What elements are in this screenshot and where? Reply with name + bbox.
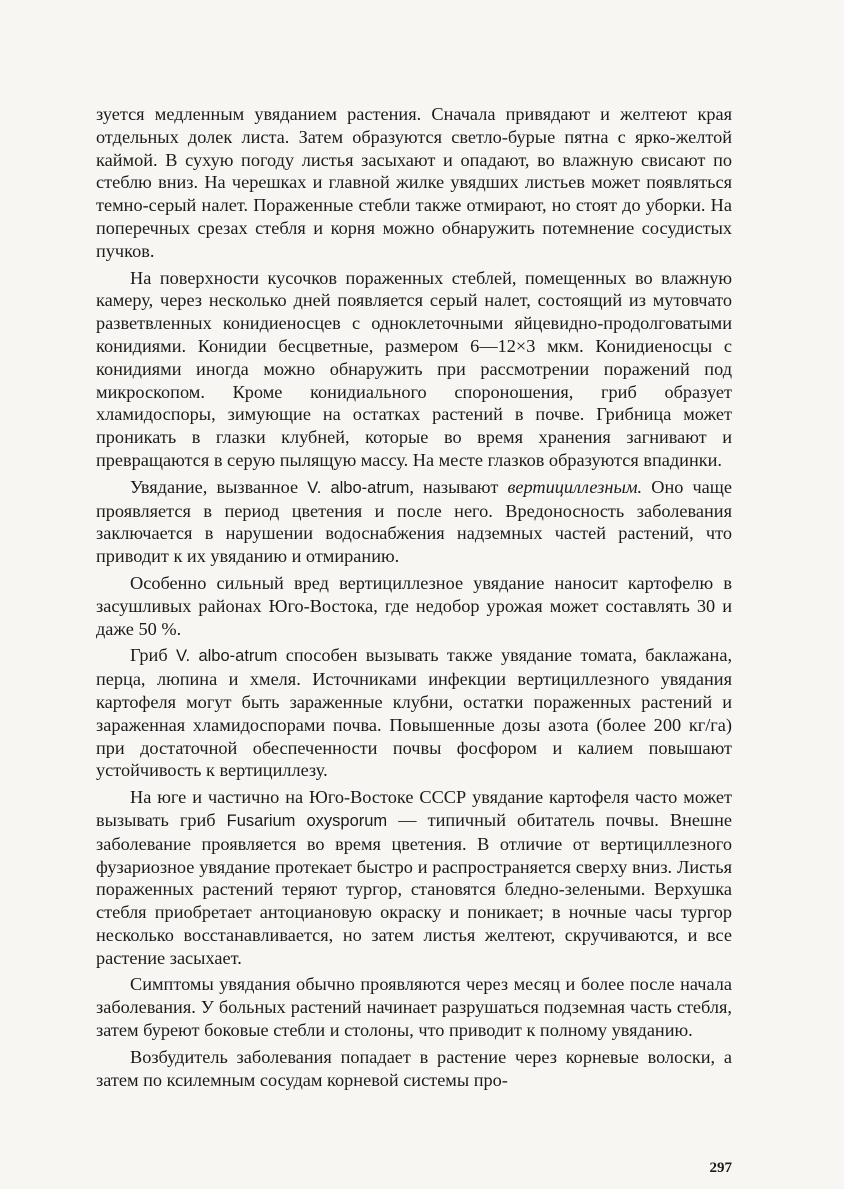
latin-species-name: V. albo-atrum [307,478,410,497]
paragraph-5 [96,644,732,782]
paragraph-3 [96,476,732,568]
paragraph-6-text-before: На юге и частично на Юго-Востоке СССР увядание картофеля часто может вызывать гриб [96,787,732,830]
paragraph-6 [96,786,732,969]
italic-term: вертициллезным. [507,476,643,497]
latin-species-name: V. albo-atrum [176,647,278,666]
paragraph-4: Особенно сильный вред вертициллезное увядание наносит картофелю в засушливых районах Юго-Востока, где недобор урожая может составлять 30 и даже 50 %. [96,572,732,639]
latin-species-name: Fusarium oxysporum [226,811,388,830]
page-text-body [96,103,732,1095]
paragraph-3-text-before: Увядание, вызванное [130,476,308,497]
paragraph-1: зуется медленным увяданием растения. Сначала привядают и желтеют края отдельных долек листа. Затем образуются светло-бурые пятна с ярко-желтой каймой. В сухую погоду листья засыхают и опадают, во влажную свисают по стеблю вниз. На черешках и главной жилке увядших листьев может появляться темно-серый налет. Пораженные стебли также отмирают, но стоят до уборки. На поперечных срезах стебля и корня можно обнаружить потемнение сосудистых пучков. [96,104,732,261]
paragraph-3-text-middle: , называют [409,476,508,497]
paragraph-5-text-before: Гриб [130,645,177,666]
paragraph-2: На поверхности кусочков пораженных стеблей, помещенных во влажную камеру, через несколько дней появляется серый налет, состоящий из мутовчато разветвленных конидиеносцев с одноклеточными яйцевидно-продолговатыми конидиями. Конидии бесцветные, размером 6—12×3 мкм. Конидиеносцы с конидиями иногда можно обнаружить при рассмотрении поражений под микроскопом. Кроме конидиального спороношения, гриб образует хламидоспоры, зимующие на остатках растений в почве. Грибница может проникать в глазки клубней, которые во время хранения загнивают и превращаются в серую пылящую массу. На месте глазков образуются впадинки. [96,267,732,470]
paragraph-7: Симптомы увядания обычно проявляются через месяц и более после начала заболевания. У больных растений начинает разрушаться подземная часть стебля, затем буреют боковые стебли и столоны, что приводит к полному увяданию. [96,974,732,1041]
paragraph-8: Возбудитель заболевания попадает в растение через корневые волоски, а затем по ксилемным сосудам корневой системы про- [96,1046,732,1090]
paragraph-3-text-after: Оно чаще проявляется в период цветения и после него. Вредоносность заболевания заключается в нарушении водоснабжения надземных частей растений, что приводит к их увяданию и отмиранию. [96,476,732,567]
page-number: 297 [709,1160,732,1176]
paragraph-5-text-after: способен вызывать также увядание томата, баклажана, перца, люпина и хмеля. Источниками инфекции вертициллезного увядания картофеля могут быть зараженные клубни, остатки пораженных растений и зараженная хламидоспорами почва. Повышенные дозы азота (более 200 кг/га) при достаточной обеспеченности почвы фосфором и калием повышают устойчивость к вертициллезу. [96,645,733,781]
paragraph-6-text-after: — типичный обитатель почвы. Внешне заболевание проявляется во время цветения. В отличие от вертициллезного фузариозное увядание протекает быстро и распространяется сверху вниз. Листья пораженных растений теряют тургор, становятся бледно-зелеными. Верхушка стебля приобретает антоциановую окраску и поникает; в ночные часы тургор несколько восстанавливается, но затем листья желтеют, скручиваются, и все растение засыхает. [96,809,733,968]
